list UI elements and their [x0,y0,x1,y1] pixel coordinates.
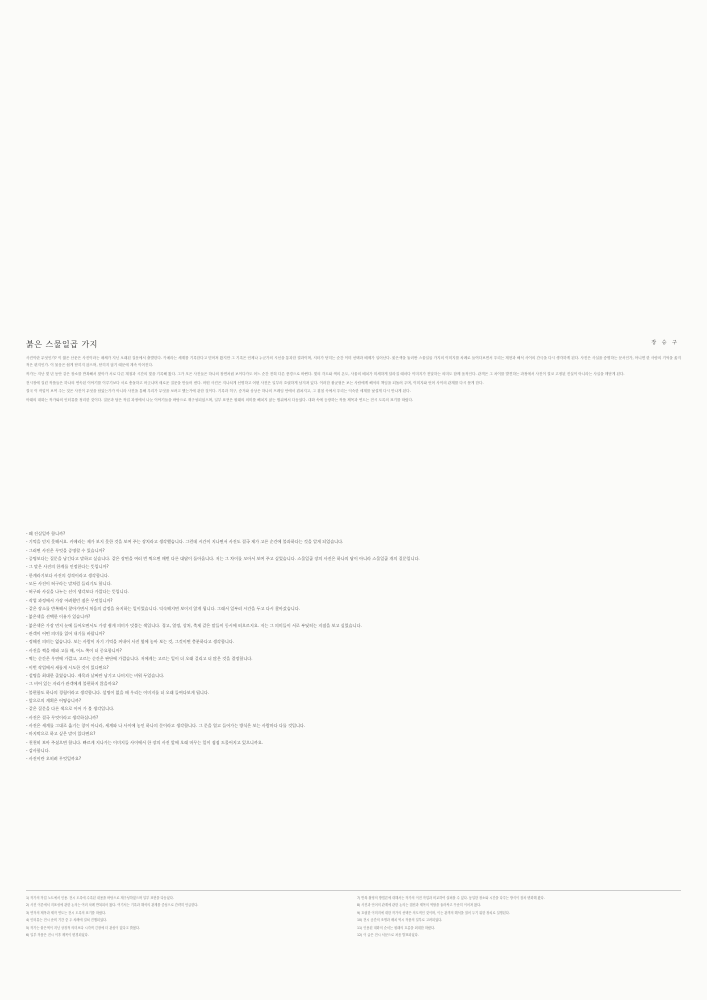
footnote: 10) 전시 공간의 조명과 배치 역시 작품의 일부로 고려되었다. [357,918,443,923]
dialogue-line: - 사진은 결국 무엇이라고 생각하십니까? [26,714,99,720]
dialogue-line: - 찍는 순간은 우연에 가깝고, 고르는 순간은 판단에 가깝습니다. 저에게는 고르는 일이 더 오래 걸리고 더 많은 것을 결정합니다. [26,656,253,662]
footnote: 9) 흐릿한 이미지에 대한 작가의 선택은 의도적인 것이며, 이는 관객의 해석을 열어 두기 위한 장치로 설명된다. [357,910,510,915]
dialogue-line: - 사진을 찍을 때와 고를 때, 어느 쪽이 더 중요합니까? [26,647,122,653]
dialogue-line: - 허구와 사실을 나누는 선이 생각보다 가깝다는 뜻입니다. [26,589,129,595]
dialogue-line: - 붉은색을 선택한 이유가 있습니까? [26,614,91,620]
dialogue-line: - 불편함도 하나의 경험이라고 생각합니다. 설명이 없을 때 우리는 이미지를 더 오래 들여다보게 됩니다. [26,689,210,695]
dialogue-line: - 마지막으로 하고 싶은 말이 있다면요? [26,731,96,737]
dialogue-line: - 기억을 믿지 못해서요. 카메라는 제가 보지 못한 것을 보여 주는 장치라고 생각했습니다. 그런데 시간이 지나면서 사진도 결국 제가 고른 순간에 불과하다는 것을 알게 되었습니다. [26,539,344,545]
dialogue-line: - 정해진 의미는 없습니다. 보는 사람이 자기 기억을 꺼내어 사진 옆에 놓아 보는 것, 그것이면 충분하다고 생각합니다. [26,639,235,645]
dialogue-line: - 설명을 최대한 줄였습니다. 제목과 날짜만 남기고 나머지는 비워 두었습니다. [26,672,165,678]
dialogue-line: - 사진이란 오히려 무엇일까요? [26,756,82,762]
author-name: 장 승 구 [651,340,679,346]
document-title: 붉은 스물일곱 가지 [26,340,98,349]
dialogue-line: - 같은 질문을 다른 색으로 이어 가 볼 생각입니다. [26,706,115,712]
footnotes-right-column [357,895,681,939]
dialogue-line: - 그 말은 사진의 한계를 인정한다는 뜻입니까? [26,564,109,570]
dialogue-line: - 감사합니다. [26,747,50,753]
footnote: 5) 작가는 붉은색이 지닌 상징적 의미보다 시각적 긴장에 더 관심이 있다고 밝혔다. [26,925,140,930]
dialogue-line: - 관객이 어떤 의미를 읽어 내기를 바랍니까? [26,631,105,637]
footnote: 2) 사진 이론에서 지표성에 관한 논의는 여러 차례 반복되어 왔다. 여기서는 기록과 해석의 관계를 중심으로 간략히 언급한다. [26,903,199,908]
footnote: 3) 연작의 제목과 제작 연도는 전시 도록의 표기를 따랐다. [26,910,107,915]
footnote: 4) 인터뷰는 전시 준비 기간 중 두 차례에 걸쳐 진행되었다. [26,918,108,923]
dialogue-line: - 한계라기보다 사진의 성격이라고 생각합니다. [26,572,110,578]
dialogue-line: - 모든 사진이 허구라는 말처럼 들리기도 합니다. [26,581,112,587]
footnotes-left-column [26,895,344,939]
dialogue-line: - 천천히 보아 주셨으면 합니다. 빠르게 지나가는 이미지들 사이에서 한 장의 사진 앞에 오래 머무는 일이 점점 드물어지고 있으니까요. [26,739,264,745]
dialogue-line: - 사진은 세계를 그대로 옮기는 창이 아니라, 세계와 나 사이에 놓인 하나의 문이라고 생각합니다. 그 문을 열고 들어가는 방식은 보는 사람마다 다를 것입니다. [26,722,306,728]
footnote: 8) 사진과 언어의 관계에 관한 논의는 캡션과 제목의 역할을 둘러싸고 꾸준히 이어져 왔다. [357,903,482,908]
footnote: 1) 작가의 작업 노트에서 인용. 전시 도록에 수록된 내용을 바탕으로 재구성하였으며 일부 표현을 다듬었다. [26,896,174,900]
interview-dialogue [26,530,681,764]
footnote: 12) 이 글은 전시 서문으로 처음 발표되었다. [357,933,419,938]
dialogue-line: - 앞으로의 계획은 어떻습니까? [26,697,82,703]
dialogue-line: - 그 비어 있는 자리가 관객에게 불편하지 않을까요? [26,681,118,687]
footnote: 6) 일부 작품은 전시 이후 제목이 변경되었다. [26,933,89,938]
essay-body [26,355,681,406]
essay-paragraph: 사진이란 무엇인가? 이 짧은 산문은 사진이라는 매체가 지닌 오래된 질문에서 출발한다. 카메라는 세계를 기록한다고 믿어져 왔지만 그 기록은 언제나 누군가의 시선을 통과한 결과이며, 셔터가 닫히는 순간 이미 선택과 배제가 일어난다. 붉은색을 둘러싼 스물일곱 가지의 이미지를 차례로 들여다보면서 우리는 재현과 해석 사이의 간극을 다시 생각하게 된다. 사진은 사실을 증명하는 문서인가, 아니면 한 사람의 기억을 옮겨 적은 편지인가. 이 물음은 쉽게 닫히지 않으며, 닫히지 않기 때문에 계속 이어진다. [26,356,681,368]
dialogue-line: - 같은 장소를 반복해서 찾아가면서 처음의 감정을 유지하는 일이었습니다. 익숙해지면 보이지 않게 됩니다. 그래서 일부러 시간을 두고 다시 찾아갔습니다. [26,606,300,612]
dialogue-line: - 왜 진실일까 합니까? [26,531,66,536]
essay-paragraph: 결국 이 작업이 보여 주는 것은 사진이 무엇을 담았는가가 아니라 사진을 통해 우리가 무엇을 보려고 했는가에 관한 것이다. 기록과 허구, 증거와 상상은 하나의 프레임 안에서 겹쳐지고, 그 겹침 속에서 우리는 익숙한 세계를 낯설게 다시 만나게 된다. [26,389,411,394]
dialogue-line: - 이번 작업에서 새롭게 시도한 것이 있다면요? [26,664,109,670]
essay-paragraph: 아래의 대화는 작가와의 인터뷰를 정리한 것이다. 질문과 답은 작업 과정에서 나눈 이야기들을 바탕으로 재구성되었으며, 일부 표현은 원래의 의미를 해치지 않는 범위에서 다듬었다. 대화 속에 등장하는 작품 제목과 연도는 전시 도록의 표기를 따랐다. [26,398,414,403]
essay-paragraph: 전시장에 걸린 작품들은 하나의 연속된 이야기를 이루기보다 서로 충돌하고 어긋나며 새로운 질문을 만들어 낸다. 어떤 사진은 지나치게 선명하고 어떤 사진은 일부러 흐릿하게 남겨져 있다. 이러한 불균형은 보는 사람에게 해석의 책임을 되돌려 주며, 이미지와 언어 사이의 관계를 다시 묻게 한다. [26,380,484,385]
dialogue-line: - 작업 과정에서 가장 어려웠던 점은 무엇입니까? [26,597,113,603]
dialogue-line: - 증명보다는 질문을 남긴다고 말하고 싶습니다. 같은 장면을 여러 번 찍으면 매번 다른 대답이 돌아옵니다. 저는 그 차이를 모아서 보여 주고 싶었습니다. 스물일곱 장의 사진은 하나의 답이 아니라 스물일곱 개의 질문입니다. [26,556,420,562]
footnote: 7) 반복 촬영의 방법론에 대해서는 작가의 이전 작업과 비교하여 살펴볼 수 있다. 동일한 장소와 시간을 다루는 방식이 점차 변화해 왔다. [357,896,545,900]
footnote: 11) 인용된 대화의 순서는 원래의 흐름을 최대한 따랐다. [357,925,436,930]
dialogue-line: - 붉은색은 가장 먼저 눈에 들어오면서도 가장 쉽게 의미가 덧붙는 색입니다. 경고, 열정, 상처, 축제 같은 말들이 동시에 떠오르지요. 저는 그 의미들이 서로 부딪히는 지점을 보고 싶었습니다. [26,622,362,628]
dialogue-line: - 그러면 사진은 무엇을 증명할 수 있습니까? [26,547,105,553]
footnote-divider [26,890,681,891]
essay-paragraph: 작가는 지난 몇 년 동안 같은 장소를 반복해서 찾아가 서로 다른 계절과 시간의 빛을 기록해 왔다. 그가 모은 사진들은 하나의 장면처럼 보이다가도 어느 순간 전혀 다른 풍경으로 바뀐다. 빛의 각도와 색의 온도, 사물의 배치가 미세하게 달라질 때마다 이미지가 전달하는 의미도 함께 움직인다. 관객은 그 차이를 발견하는 과정에서 사진이 결코 고정된 진실이 아니라는 사실을 깨닫게 된다. [26,371,625,376]
